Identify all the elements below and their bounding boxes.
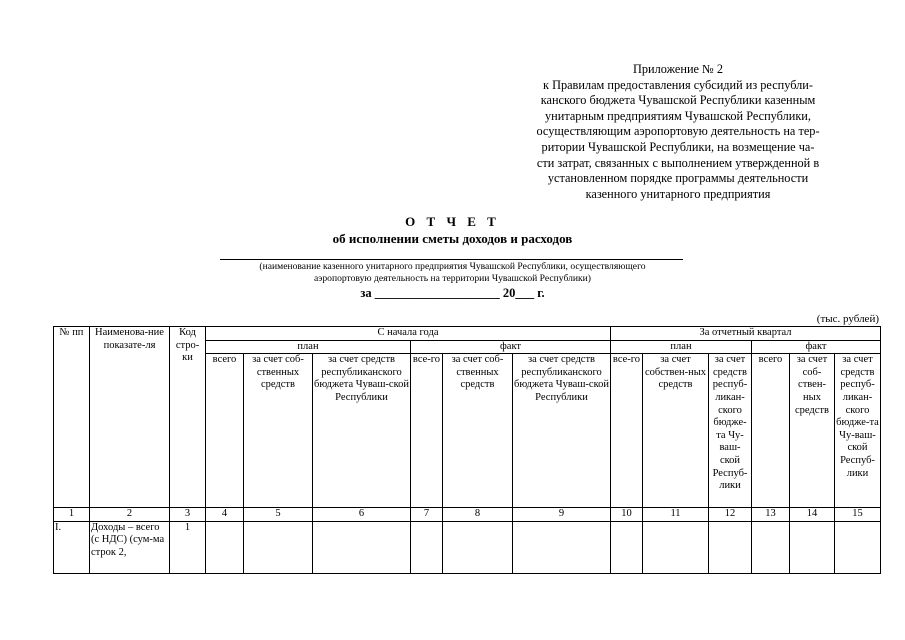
col-header-ytd-plan-budget: за счет средств республиканского бюджета Чуваш-ской Республики [313,354,411,508]
column-number: 6 [313,508,411,522]
col-header-q-fact-budget: за счет средств респуб-ликан-ского бюдже-та Чу-ваш-ской Респуб-лики [835,354,881,508]
appendix-line: установленном порядке программы деятельности [547,171,809,186]
column-number: 4 [206,508,244,522]
appendix-line: унитарным предприятиям Чувашской Республики, [545,108,811,123]
table-cell [643,521,709,573]
column-number: 5 [244,508,313,522]
name-note-line: аэропортовую деятельность на территории Чувашской Республики) [313,272,592,284]
table-cell [244,521,313,573]
col-header-q-fact-total: всего [752,354,790,508]
column-number: 14 [790,508,835,522]
column-number: 10 [611,508,643,522]
col-header-ytd-plan-total: всего [206,354,244,508]
col-header-ytd-fact-own: за счет соб-ственных средств [443,354,513,508]
col-group-quarter: За отчетный квартал [611,327,881,341]
col-header-ytd-fact-budget: за счет средств республиканского бюджета Чуваш-ской Республики [513,354,611,508]
table-cell [206,521,244,573]
table-row [54,521,881,573]
table-cell [513,521,611,573]
table-cell [411,521,443,573]
col-header-ytd-fact-total: все-го [411,354,443,508]
appendix-line: сти затрат, связанных с выполнением утвержденной в [536,155,820,170]
col-group-ytd: С начала года [206,327,611,341]
table-cell [835,521,881,573]
column-number: 11 [643,508,709,522]
column-number: 8 [443,508,513,522]
name-note-line: (наименование казенного унитарного предприятия Чувашской Республики, осуществляющего [259,261,646,272]
col-group-ytd-fact: факт [411,340,611,354]
column-number: 2 [90,508,170,522]
column-number: 12 [709,508,752,522]
table-cell [313,521,411,573]
column-number: 3 [170,508,206,522]
appendix-line: осуществляющим аэропортовую деятельность на тер- [536,124,820,139]
col-header-q-plan-own: за счет собствен-ных средств [643,354,709,508]
column-number: 7 [411,508,443,522]
col-header-q-fact-own: за счет соб-ствен-ных средств [790,354,835,508]
column-number: 15 [835,508,881,522]
col-header-no: № пп [54,327,90,508]
table-cell [709,521,752,573]
column-number: 9 [513,508,611,522]
enterprise-name-line [220,259,683,260]
appendix-line: ритории Чувашской Республики, на возмещение ча- [541,139,815,154]
col-group-q-plan: план [611,340,752,354]
row-no: I. [54,521,90,573]
col-header-code: Код стро-ки [170,327,206,508]
col-group-q-fact: факт [752,340,881,354]
table-cell [443,521,513,573]
appendix-line: к Правилам предоставления субсидий из республи- [543,77,813,92]
appendix-block [512,62,844,202]
column-number: 13 [752,508,790,522]
appendix-line: канского бюджета Чувашской Республики казенным [540,93,816,108]
row-name: Доходы – всего (с НДС) (сум-ма строк 2, [90,521,170,573]
report-subtitle: об исполнении сметы доходов и расходов [332,231,573,246]
table-cell [611,521,643,573]
table-cell [752,521,790,573]
appendix-text [512,78,844,203]
col-header-q-plan-budget: за счет средств респуб-ликан-ского бюдже-та Чу-ваш-ской Респуб-лики [709,354,752,508]
column-number: 1 [54,508,90,522]
report-title: О Т Ч Е Т [405,214,500,229]
col-header-name: Наименова-ние показате-ля [90,327,170,508]
table-cell [790,521,835,573]
col-group-ytd-plan: план [206,340,411,354]
report-table [53,326,881,574]
col-header-ytd-plan-own: за счет соб-ственных средств [244,354,313,508]
appendix-title: Приложение № 2 [632,62,724,76]
report-period: за ____________________ 20___ г. [360,286,545,300]
enterprise-name-note [0,261,905,284]
row-code: 1 [170,521,206,573]
units-label: (тыс. рублей) [816,313,879,325]
appendix-line: казенного унитарного предприятия [585,186,771,201]
col-header-q-plan-total: все-го [611,354,643,508]
column-numbers-row [54,508,881,522]
